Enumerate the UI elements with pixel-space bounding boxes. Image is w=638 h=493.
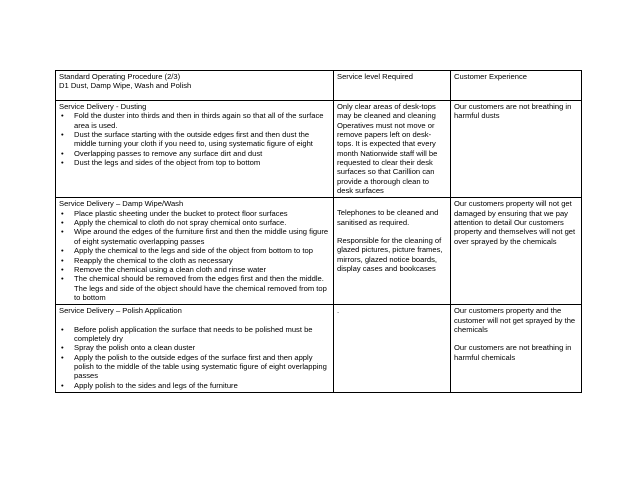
list-item: • Reapply the chemical to the cloth as necessary (59, 256, 330, 265)
list-item: • Dust the surface starting with the outside edges first and then dust the middle turning your cloth if you need to, using systematic figure of eight (59, 130, 330, 149)
list-item: • Apply the polish to the outside edges of the surface first and then apply polish to the middle of the table using systematic figure of eight overlapping passes (59, 353, 330, 381)
dusting-row (56, 101, 582, 198)
header-title-line2: D1 Dust, Damp Wipe, Wash and Polish (59, 81, 192, 91)
list-item: • Wipe around the edges of the furniture first and then the middle using figure of eight systematic overlapping passes (59, 227, 330, 246)
list-item: • Overlapping passes to remove any surface dirt and dust (59, 149, 330, 158)
dusting-steps (59, 111, 330, 167)
damp-heading: Service Delivery – Damp Wipe/Wash (59, 199, 184, 209)
list-item: • Place plastic sheeting under the bucket to protect floor surfaces (59, 209, 330, 218)
header-customer-experience: Customer Experience (451, 71, 582, 101)
damp-procedure-cell (56, 198, 334, 305)
list-item: • Apply the chemical to the legs and side of the object from bottom to top (59, 246, 330, 255)
polish-service-level: . (334, 305, 451, 393)
header-service-level: Service level Required (334, 71, 451, 101)
damp-service-level-1: Telephones to be cleaned and sanitised as required. (337, 208, 439, 227)
polish-heading: Service Delivery – Polish Application (59, 306, 182, 316)
polish-procedure-cell (56, 305, 334, 393)
header-title-line1: Standard Operating Procedure (2/3) (59, 72, 181, 81)
header-row (56, 71, 582, 101)
list-item: • The chemical should be removed from the edges first and then the middle. The legs and side of the object should have the chemical removed from top to bottom (59, 274, 330, 302)
damp-service-level-cell (334, 198, 451, 305)
list-item: • Fold the duster into thirds and then in thirds again so that all of the surface area is used. (59, 111, 330, 130)
damp-steps (59, 209, 330, 302)
dusting-heading: Service Delivery - Dusting (59, 102, 147, 111)
polish-customer-1: Our customers property and the customer will not get sprayed by the chemicals (454, 306, 576, 334)
dusting-customer-experience: Our customers are not breathing in harmful dusts (451, 101, 582, 198)
polish-customer-2: Our customers are not breathing in harmful chemicals (454, 343, 572, 362)
dusting-procedure-cell (56, 101, 334, 198)
damp-service-level-2: Responsible for the cleaning of glazed pictures, picture frames, mirrors, glazed notice boards, display cases and bookcases (337, 236, 443, 274)
list-item: • Apply polish to the sides and legs of the furniture (59, 381, 330, 390)
dusting-service-level: Only clear areas of desk-tops may be cleaned and cleaning Operatives must not move or remove papers left on desk-tops. It is expected that every month Nationwide staff will be requested to clear their desk surfaces so that Carillion can provide a thorough clean to desk surfaces (334, 101, 451, 198)
damp-customer-experience: Our customers property will not get damaged by ensuring that we pay attention to detail Our customers property and themselves will not get over sprayed by the chemicals (451, 198, 582, 305)
list-item: • Apply the chemical to cloth do not spray chemical onto surface. (59, 218, 330, 227)
polish-steps (59, 325, 330, 390)
header-title-cell (56, 71, 334, 101)
damp-wipe-row (56, 198, 582, 305)
polish-customer-cell (451, 305, 582, 393)
polish-row (56, 305, 582, 393)
list-item: • Before polish application the surface that needs to be polished must be completely dry (59, 325, 330, 344)
list-item: • Dust the legs and sides of the object from top to bottom (59, 158, 330, 167)
list-item: • Spray the polish onto a clean duster (59, 343, 330, 352)
list-item: • Remove the chemical using a clean cloth and rinse water (59, 265, 330, 274)
sop-table (55, 70, 582, 393)
